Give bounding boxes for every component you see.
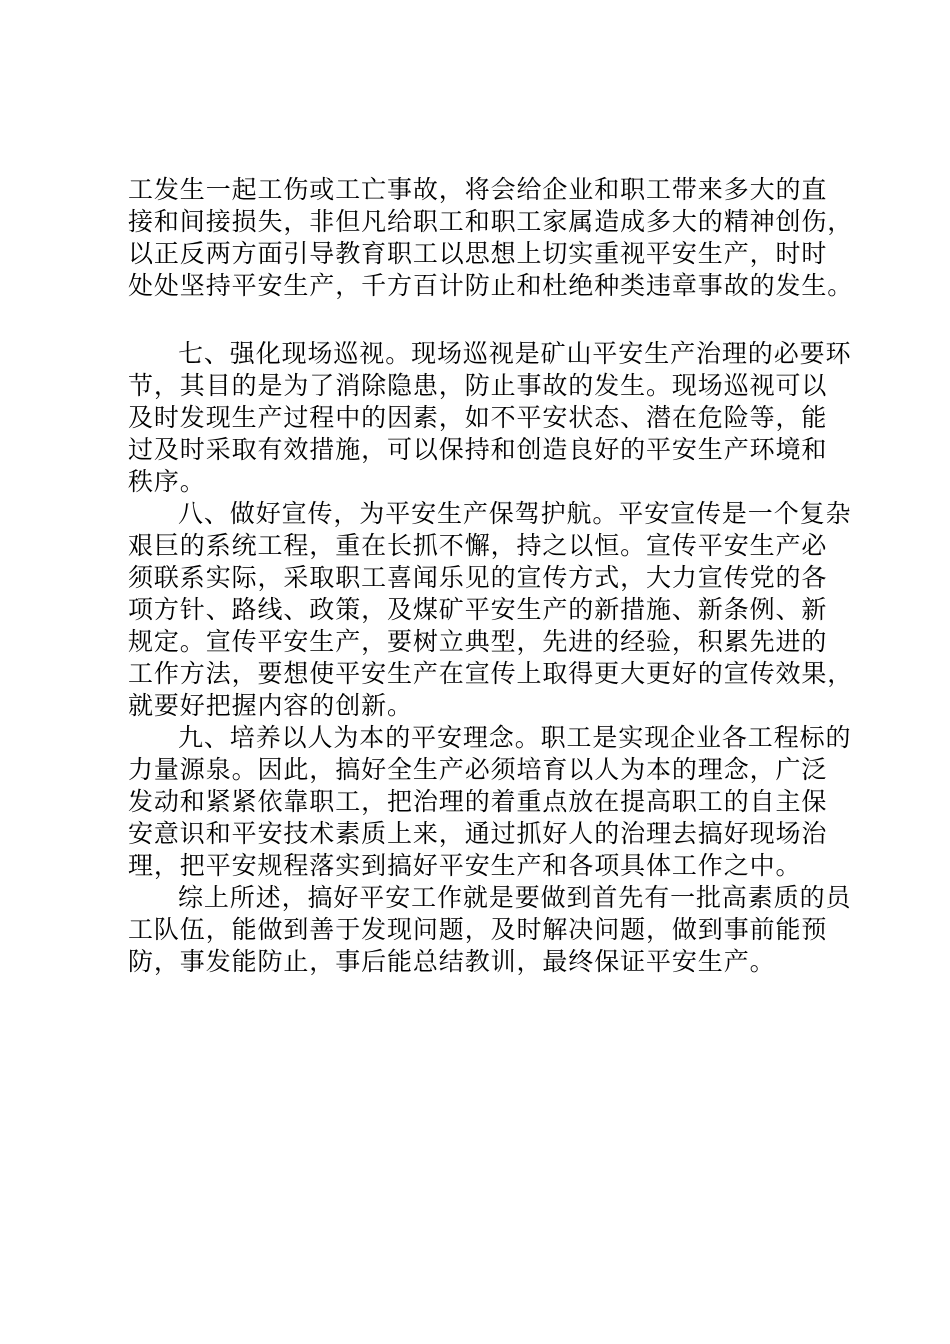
text-line: 九、培养以人为本的平安理念。职工是实现企业各工程标的 [178,723,852,752]
text-line: 须联系实际，采取职工喜闻乐见的宣传方式，大力宣传党的各 [128,563,828,592]
text-line: 发动和紧紧依靠职工，把治理的着重点放在提高职工的自主保 [128,787,828,816]
text-line: 工队伍，能做到善于发现问题，及时解决问题，做到事前能预 [128,915,828,944]
paragraph-people-oriented [128,722,852,882]
text-line: 规定。宣传平安生产，要树立典型，先进的经验，积累先进的 [128,627,828,656]
paragraph-strengthen-inspection [128,338,852,498]
text-line: 接和间接损失，非但凡给职工和职工家属造成多大的精神创伤， [128,207,854,236]
text-line: 七、强化现场巡视。现场巡视是矿山平安生产治理的必要环 [178,339,852,368]
text-line: 八、做好宣传，为平安生产保驾护航。平安宣传是一个复杂 [178,499,852,528]
text-line: 节，其目的是为了消除隐患，防止事故的发生。现场巡视可以 [128,371,828,400]
text-line: 秩序。 [128,467,206,496]
text-line: 力量源泉。因此，搞好全生产必须培育以人为本的理念，广泛 [128,755,828,784]
text-line: 艰巨的系统工程，重在长抓不懈，持之以恒。宣传平安生产必 [128,531,828,560]
text-line: 防，事发能防止，事后能总结教训，最终保证平安生产。 [128,947,776,976]
text-line: 工作方法，要想使平安生产在宣传上取得更大更好的宣传效果， [128,659,854,688]
text-line: 项方针、路线、政策，及煤矿平安生产的新措施、新条例、新 [128,595,828,624]
text-line: 以正反两方面引导教育职工以思想上切实重视平安生产，时时 [128,239,828,268]
paragraph-accident-loss [128,174,854,302]
paragraph-publicity [128,498,854,722]
paragraph-summary [128,882,852,978]
document-page [128,174,854,978]
text-line: 处处坚持平安生产，千方百计防止和杜绝种类违章事故的发生。 [128,271,854,300]
text-line: 理，把平安规程落实到搞好平安生产和各项具体工作之中。 [128,851,802,880]
text-line: 工发生一起工伤或工亡事故，将会给企业和职工带来多大的直 [128,175,828,204]
text-line: 就要好把握内容的创新。 [128,691,413,720]
text-line: 综上所述，搞好平安工作就是要做到首先有一批高素质的员 [178,883,852,912]
text-line: 及时发现生产过程中的因素，如不平安状态、潜在危险等，能 [128,403,828,432]
text-line: 过及时采取有效措施，可以保持和创造良好的平安生产环境和 [128,435,828,464]
text-line: 安意识和平安技术素质上来，通过抓好人的治理去搞好现场治 [128,819,828,848]
